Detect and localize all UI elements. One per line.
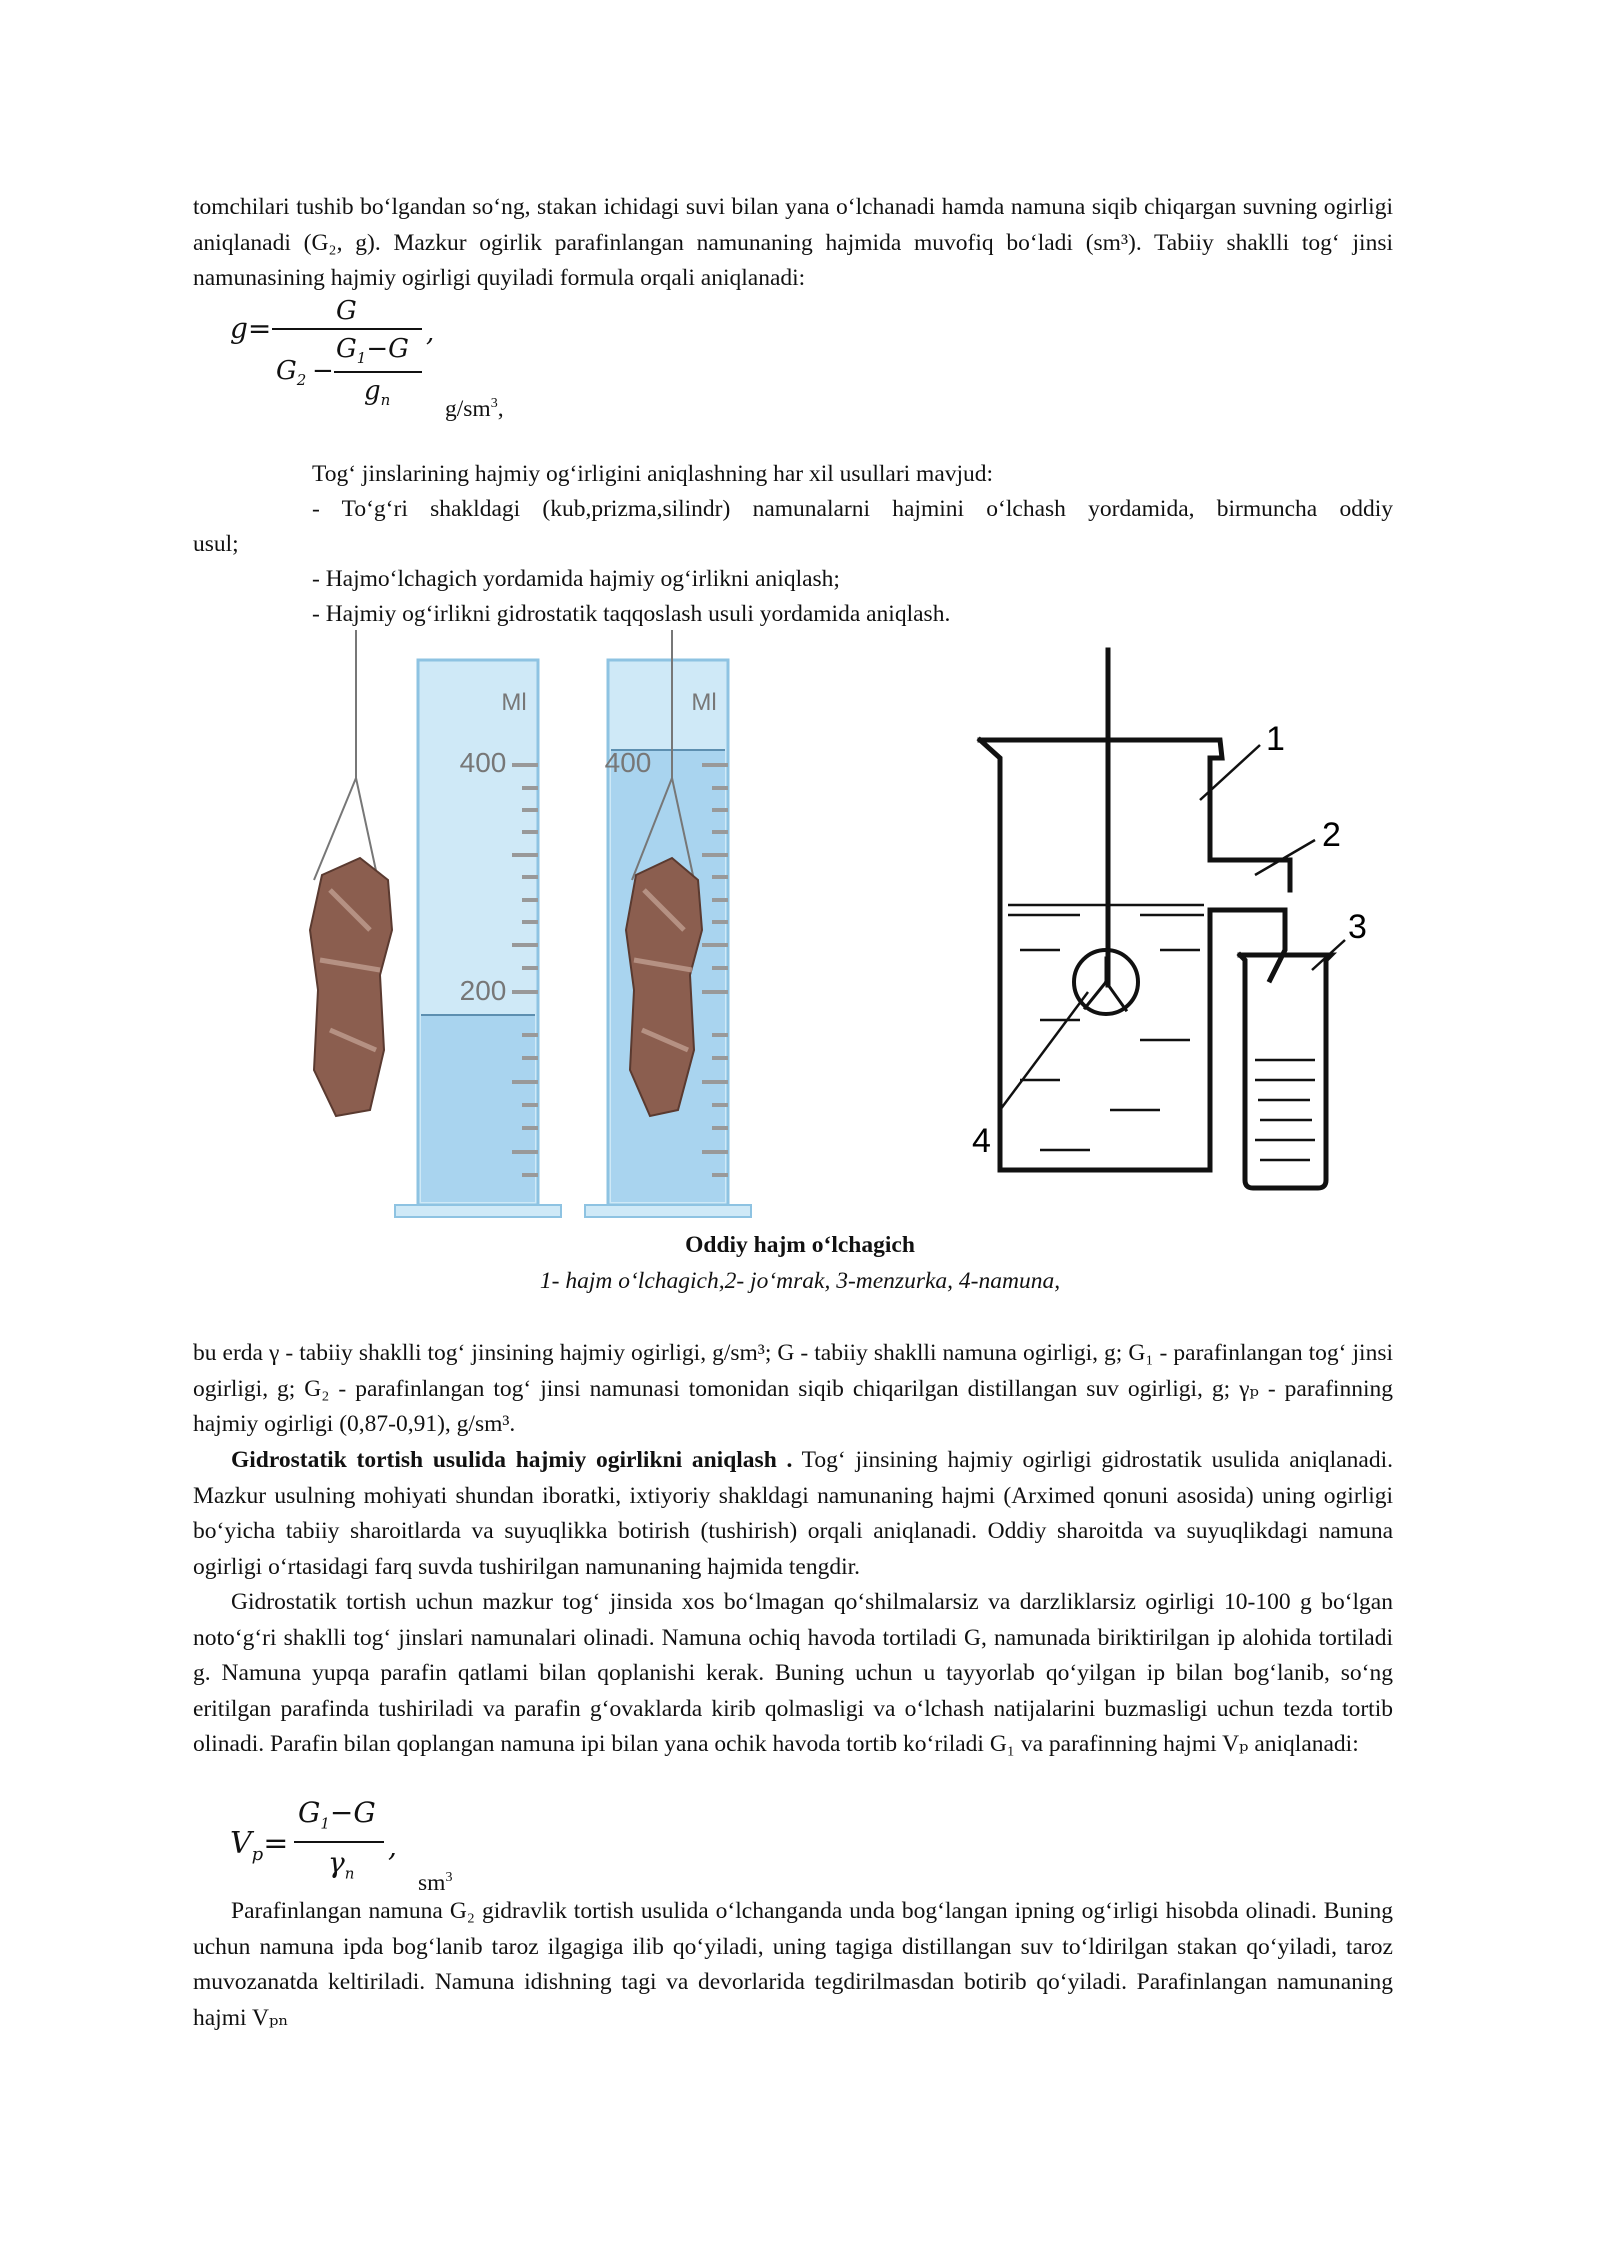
callout-3: 3 bbox=[1348, 908, 1367, 946]
methods-intro: Tog‘ jinslarining hajmiy og‘irligini aniqlashning har xil usullari mavjud: bbox=[312, 461, 994, 487]
formula1-numerator: G bbox=[336, 296, 357, 326]
intro-paragraph: tomchilari tushib bo‘lgandan so‘ng, stakan ichidagi suvi bilan yana o‘lchanadi hamda namuna siqib chiqargan suvning ogirligi aniqlanadi (G₂, g). Mazkur ogirlik parafinlangan namunaning hajmida muvofiq bo‘ladi (sm³). Tabiiy shaklli tog‘ jinsi namunasining hajmiy ogirligi quyiladi formula orqali aniqlanadi: bbox=[193, 194, 1393, 291]
formula1-den-minus: − bbox=[312, 356, 334, 386]
formula1-main-bar bbox=[272, 328, 422, 330]
hydrostatic-paragraph bbox=[193, 1443, 1393, 1585]
cylinders-illustration bbox=[300, 630, 780, 1230]
cyl2-label-ml: Ml bbox=[691, 689, 717, 716]
cyl2-label-400: 400 bbox=[604, 747, 652, 778]
methods-item-2: - Hajmo‘lchagich yordamida hajmiy og‘irlikni aniqlash; bbox=[312, 566, 840, 592]
cyl1-label-ml: Ml bbox=[501, 689, 527, 716]
final-paragraph: Parafinlangan namuna G₂ gidravlik tortish usulida o‘lchanganda unda bog‘langan ipning og‘irligi hisobda olinadi. Buning uchun namuna ipda bog‘lanib taroz ilgagiga ilib qo‘yiladi, uning tagiga distillangan suv to‘ldirilgan stakan qo‘yiladi, taroz muvozanatda keltiriladi. Namuna idishning tagi va devorlarida tegdirilmasdan botirib qo‘yiladi. Parafinlangan namunaning hajmi Vₚₙ bbox=[193, 1898, 1393, 2031]
formula1-lhs: g= bbox=[230, 312, 272, 345]
graduated-cylinder-left bbox=[395, 660, 561, 1217]
hydrostatic-heading: Gidrostatik tortish usulida hajmiy ogirlikni aniqlash . bbox=[231, 1447, 793, 1473]
formula2-comma: , bbox=[388, 1830, 397, 1863]
methods-item-1b: usul; bbox=[193, 531, 239, 557]
figure-caption-subtitle: 1- hajm o‘lchagich,2- jo‘mrak, 3-menzurka, 4-namuna, bbox=[539, 1268, 1061, 1294]
weighing-paragraph: Gidrostatik tortish uchun mazkur tog‘ jinsida xos bo‘lmagan qo‘shilmalarsiz va darzliklarsiz ogirligi 10-100 g bo‘lgan noto‘g‘ri shaklli tog‘ jinslari namunalari olinadi. Namuna ochiq havoda tortiladi G, namunada biriktirilgan ip alohida tortiladi g. Namuna yupqa parafin qatlami bilan qoplanishi kerak. Buning uchun u tayyorlab qo‘yilgan ip bilan bog‘lanib, so‘ng eritilgan parafinda tushiriladi va parafin g‘ovaklarda kirib qolmasligi va o‘lchash natijalarini buzmasligi uchun tezda tortib olinadi. Parafin bilan qoplangan namuna ipi bilan yana ochik havoda tortib ko‘riladi G₁ va parafinning hajmi Vₚ aniqlanadi: bbox=[193, 1589, 1393, 1757]
formula2-bar bbox=[294, 1841, 384, 1843]
formula2-unit: $sm^3$ bbox=[418, 1869, 453, 1896]
methods-item-3: - Hajmiy og‘irlikni gidrostatik taqqoslash usuli yordamida aniqlash. bbox=[312, 601, 951, 627]
cyl1-label-200: 200 bbox=[459, 975, 507, 1006]
formula1-unit: $g/sm^3$, bbox=[445, 395, 504, 422]
formula2-lhs: $V_p=$ bbox=[230, 1826, 289, 1865]
formula2-numerator: $G_1-G$ bbox=[298, 1796, 376, 1833]
formula2-denominator: $\gamma_n$ bbox=[328, 1846, 355, 1883]
overflow-vessel-diagram bbox=[960, 640, 1400, 1200]
callout-1: 1 bbox=[1266, 720, 1285, 758]
figure-caption-title: Oddiy hajm o‘lchagich bbox=[685, 1232, 915, 1258]
legend-paragraph: bu erda γ - tabiiy shaklli tog‘ jinsining hajmiy ogirligi, g/sm³; G - tabiiy shaklli namuna ogirligi, g; G₁ - parafinlangan tog‘ jinsi ogirligi, g; G₂ - parafinlangan tog‘ jinsi namunasi tomonidan siqib chiqarilgan distillangan suv ogirligi, g; γₚ - parafinning hajmiy ogirligi (0,87-0,91), g/sm³. bbox=[193, 1340, 1393, 1437]
cyl1-label-400: 400 bbox=[459, 747, 507, 778]
formula1-comma: , bbox=[426, 318, 435, 348]
formula1-inner-den: $g_n$ bbox=[364, 376, 391, 410]
callout-2: 2 bbox=[1322, 816, 1341, 854]
hydrostatic-text: Tog‘ jinsining hajmiy ogirligi gidrostatik usulida aniqlanadi. Mazkur usulning mohiyati shundan iboratki, ixtiyoriy shakldagi namunaning hajmi (Arximed qonuni asosida) uning ogirligi bo‘yicha tabiiy sharoitlarda va suyuqlikka botirish (tushirish) orqali aniqlanadi. Oddiy sharoitda va suyuqlikdagi namuna ogirligi o‘rtasidagi farq suvda tushirilgan namunaning hajmida tengdir. bbox=[193, 1447, 1393, 1580]
formula1-inner-bar bbox=[334, 371, 422, 373]
formula1-den-left: $G_2$ bbox=[276, 356, 307, 390]
callout-4: 4 bbox=[972, 1122, 991, 1160]
rock-sample-left bbox=[310, 858, 392, 1116]
formula1-inner-num: $G_1-G$ bbox=[336, 334, 409, 368]
methods-item-1a: - To‘g‘ri shakldagi (kub,prizma,silindr) namunalarni hajmini o‘lchash yordamida, birmuncha oddiy bbox=[312, 496, 1393, 522]
